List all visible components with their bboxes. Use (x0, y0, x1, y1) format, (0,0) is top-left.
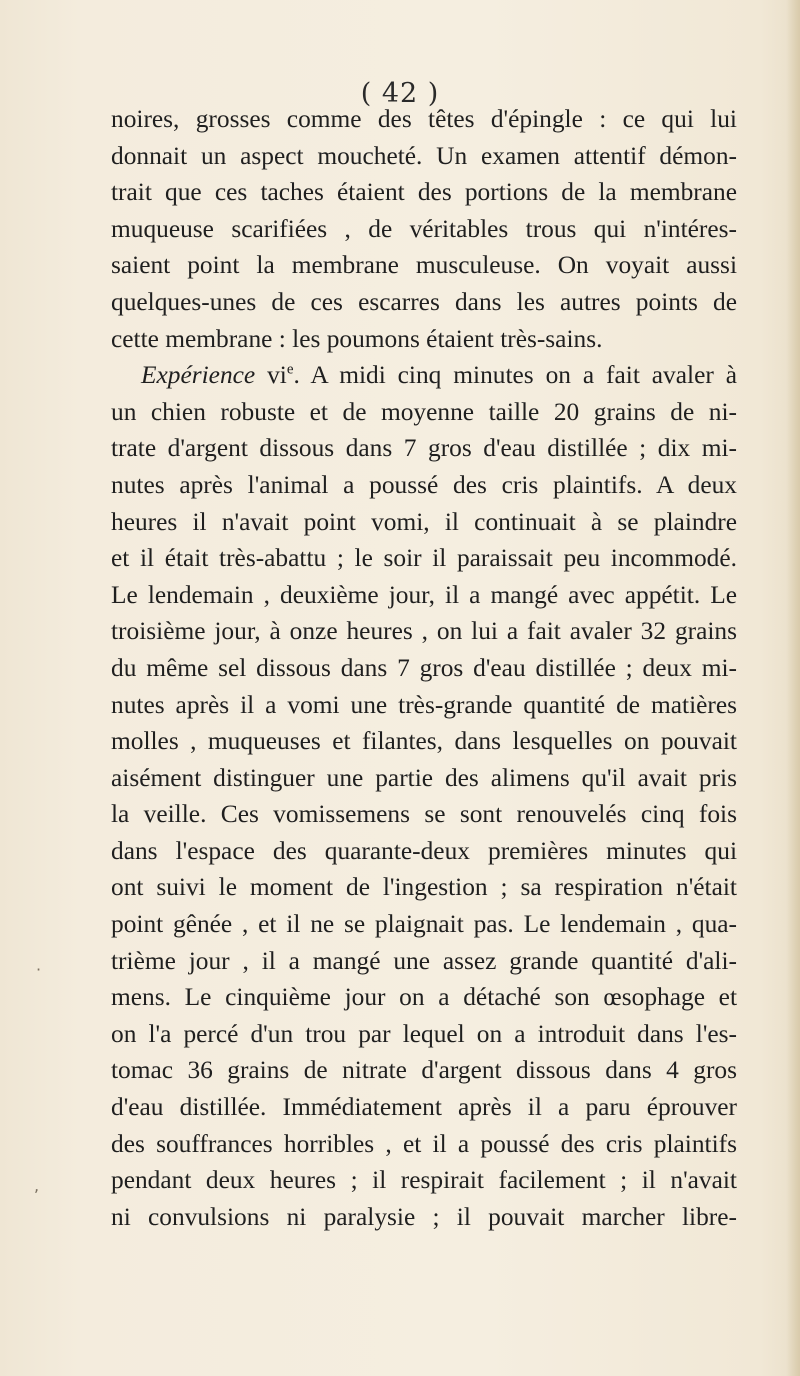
experience-line-rest: . A midi cinq minutes on a fait avaler à (293, 361, 737, 390)
text-line: saient point la membrane musculeuse. On voyait aussi (111, 251, 737, 280)
text-line: heures il n'avait point vomi, il continuait à se plaindre (111, 507, 737, 536)
text-line: mens. Le cinquième jour on a détaché son œsophage et (111, 983, 737, 1012)
body-text (111, 101, 737, 1235)
text-line: donnait un aspect moucheté. Un examen attentif démon- (111, 141, 737, 170)
text-line: ont suivi le moment de l'ingestion ; sa respiration n'était (111, 873, 737, 902)
text-line: Le lendemain , deuxième jour, il a mangé avec appétit. Le (111, 580, 737, 609)
experience-number: vi (267, 361, 287, 390)
text-line: pendant deux heures ; il respirait facilement ; il n'avait (111, 1166, 737, 1195)
text-line: dans l'espace des quarante-deux premières minutes qui (111, 836, 737, 865)
text-line: trate d'argent dissous dans 7 gros d'eau distillée ; dix mi- (111, 434, 737, 463)
text-line: un chien robuste et de moyenne taille 20 grains de ni- (111, 397, 737, 426)
text-line: trième jour , il a mangé une assez grande quantité d'ali- (111, 946, 737, 975)
text-line: aisément distinguer une partie des alimens qu'il avait pris (111, 763, 737, 792)
text-line: noires, grosses comme des têtes d'épingle : ce qui lui (111, 105, 737, 133)
text-line: ni convulsions ni paralysie ; il pouvait marcher libre- (111, 1202, 737, 1231)
page-number: ( 42 ) (360, 78, 440, 109)
experience-number-superscript: e (286, 361, 294, 378)
text-line: muqueuse scarifiées , de véritables trous qui n'intéres- (111, 214, 737, 243)
text-line: trait que ces taches étaient des portions de la membrane (111, 178, 737, 207)
text-line: molles , muqueuses et filantes, dans lesquelles on pouvait (111, 727, 737, 756)
text-line: on l'a percé d'un trou par lequel on a introduit dans l'es- (111, 1019, 737, 1048)
text-line: du même sel dissous dans 7 gros d'eau distillée ; deux mi- (111, 653, 737, 682)
text-line: tomac 36 grains de nitrate d'argent dissous dans 4 gros (111, 1056, 737, 1085)
experience-label: Expérience (141, 361, 256, 390)
text-line: cette membrane : les poumons étaient très-sains. (111, 324, 603, 353)
text-line: et il était très-abattu ; le soir il paraissait peu incommodé. (111, 544, 737, 573)
margin-speck: · (36, 960, 42, 979)
text-line: la veille. Ces vomissemens se sont renouvelés cinq fois (111, 800, 737, 829)
text-line: point gênée , et il ne se plaignait pas. Le lendemain , qua- (111, 910, 737, 939)
text-line: nutes après il a vomi une très-grande quantité de matières (111, 690, 737, 719)
text-line: des souffrances horribles , et il a poussé des cris plaintifs (111, 1129, 737, 1158)
page-edge-shadow (786, 0, 800, 1376)
text-line: quelques-unes de ces escarres dans les autres points de (111, 287, 737, 316)
text-line: nutes après l'animal a poussé des cris plaintifs. A deux (111, 470, 737, 499)
text-line: d'eau distillée. Immédiatement après il a paru éprouver (111, 1093, 737, 1122)
margin-speck: , (34, 1176, 40, 1195)
experience-heading-line (111, 357, 737, 394)
text-line: troisième jour, à onze heures , on lui a fait avaler 32 grains (111, 617, 737, 646)
